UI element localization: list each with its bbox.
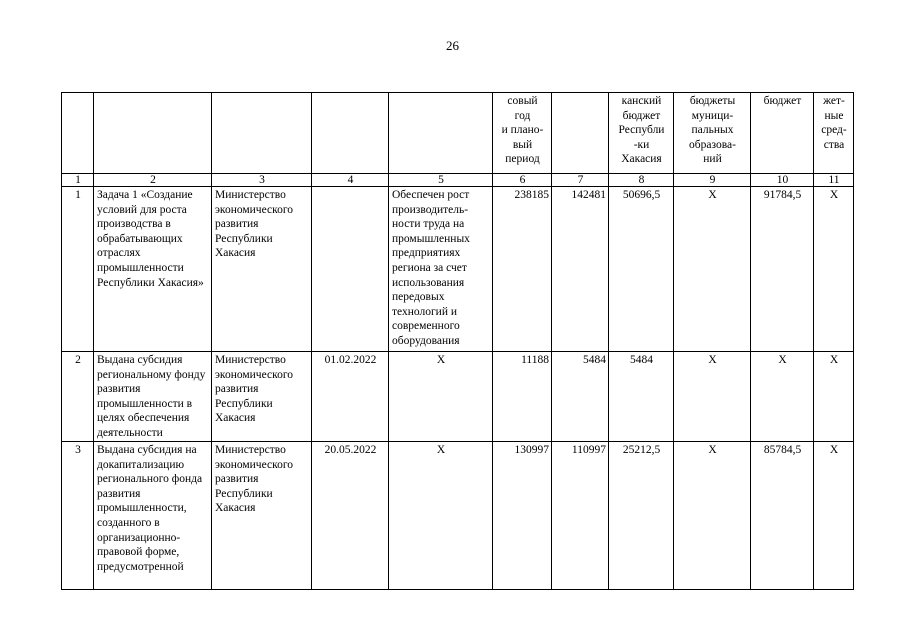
header-cell-7	[552, 93, 609, 174]
row-name: Задача 1 «Создание условий для роста производства в обрабатывающих отраслях промышленности Республики Хакасия»	[94, 187, 212, 352]
row-value-9: X	[674, 187, 751, 352]
header-row	[62, 93, 854, 174]
column-number: 11	[814, 174, 854, 187]
table-row	[62, 187, 854, 352]
row-value-6: 238185	[493, 187, 552, 352]
row-name: Выдана субсидия на докапитализацию регионального фонда развития промышленности, созданного в организационно-правовой форме, предусмотренной	[94, 442, 212, 590]
row-number: 3	[62, 442, 94, 590]
header-cell-9: бюджеты муници- пальных образова- ний	[674, 93, 751, 174]
row-value-10: X	[751, 352, 814, 442]
row-value-7: 110997	[552, 442, 609, 590]
column-number: 9	[674, 174, 751, 187]
row-date: 01.02.2022	[312, 352, 389, 442]
row-value-8: 25212,5	[609, 442, 674, 590]
column-number: 3	[212, 174, 312, 187]
row-name: Выдана субсидия региональному фонду развития промышленности в целях обеспечения деятельности	[94, 352, 212, 442]
page-number: 26	[446, 38, 459, 53]
column-number: 6	[493, 174, 552, 187]
row-value-8: 50696,5	[609, 187, 674, 352]
column-number: 7	[552, 174, 609, 187]
header-cell-5	[389, 93, 493, 174]
column-number-row	[62, 174, 854, 187]
header-cell-6: совый год и плано- вый период	[493, 93, 552, 174]
column-number: 2	[94, 174, 212, 187]
row-result: X	[389, 352, 493, 442]
row-responsible: Министерство экономического развития Республики Хакасия	[212, 442, 312, 590]
row-value-6: 11188	[493, 352, 552, 442]
row-result: Обеспечен рост производитель-ности труда на промышленных предприятиях региона за счет использования передовых технологий и современного оборудования	[389, 187, 493, 352]
row-value-11: X	[814, 352, 854, 442]
row-value-8: 5484	[609, 352, 674, 442]
table-row	[62, 442, 854, 590]
row-number: 1	[62, 187, 94, 352]
column-number: 8	[609, 174, 674, 187]
budget-table	[61, 92, 854, 590]
column-number: 5	[389, 174, 493, 187]
row-responsible: Министерство экономического развития Республики Хакасия	[212, 187, 312, 352]
header-cell-10: бюджет	[751, 93, 814, 174]
row-value-6: 130997	[493, 442, 552, 590]
row-value-7: 5484	[552, 352, 609, 442]
header-cell-8: канский бюджет Республи -ки Хакасия	[609, 93, 674, 174]
header-cell-2	[94, 93, 212, 174]
column-number: 1	[62, 174, 94, 187]
row-value-9: X	[674, 352, 751, 442]
table-row	[62, 352, 854, 442]
row-value-10: 91784,5	[751, 187, 814, 352]
row-value-11: X	[814, 187, 854, 352]
column-number: 4	[312, 174, 389, 187]
column-number: 10	[751, 174, 814, 187]
header-cell-3	[212, 93, 312, 174]
header-cell-1	[62, 93, 94, 174]
header-cell-4	[312, 93, 389, 174]
row-value-10: 85784,5	[751, 442, 814, 590]
row-value-9: X	[674, 442, 751, 590]
row-number: 2	[62, 352, 94, 442]
row-date: 20.05.2022	[312, 442, 389, 590]
header-cell-11: жет- ные сред- ства	[814, 93, 854, 174]
row-responsible: Министерство экономического развития Республики Хакасия	[212, 352, 312, 442]
row-result: X	[389, 442, 493, 590]
row-value-11: X	[814, 442, 854, 590]
row-value-7: 142481	[552, 187, 609, 352]
row-date	[312, 187, 389, 352]
